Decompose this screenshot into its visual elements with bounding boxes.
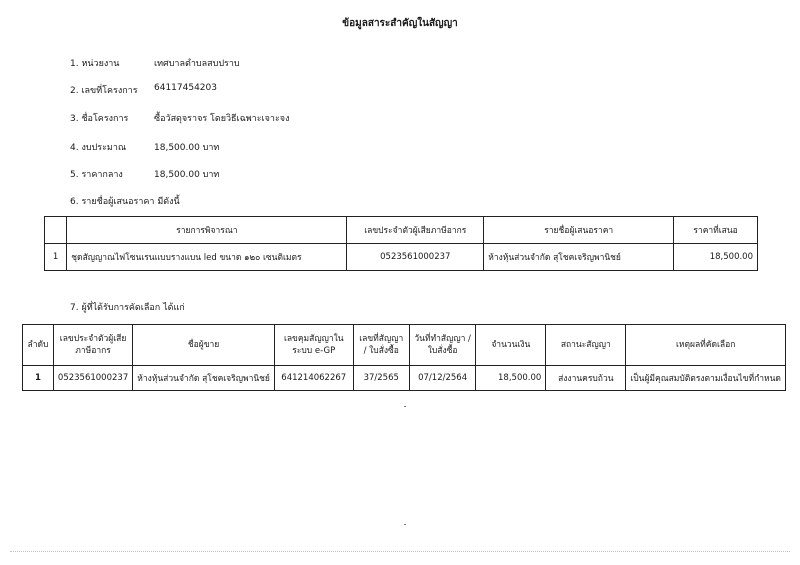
cell-contract-number: 37/2565 bbox=[353, 366, 409, 391]
field-agency-value: เทศบาลตำบลสบปราบ bbox=[154, 59, 240, 69]
scan-speck bbox=[404, 524, 406, 525]
table-row bbox=[45, 244, 758, 271]
cell-amount: 18,500.00 bbox=[476, 366, 546, 391]
table-header-row bbox=[45, 217, 758, 244]
section7-heading: 7. ผู้ที่ได้รับการคัดเลือก ได้แก่ bbox=[70, 303, 185, 313]
field-budget-label: 4. งบประมาณ bbox=[70, 143, 127, 153]
section6-heading: 6. รายชื่อผู้เสนอราคา มีดังนี้ bbox=[70, 197, 180, 207]
cell-no: 1 bbox=[45, 244, 67, 271]
cell-egp-number: 641214062267 bbox=[274, 366, 353, 391]
field-project-id-value: 64117454203 bbox=[154, 83, 217, 93]
cell-tax-id: 0523561000237 bbox=[53, 366, 132, 391]
cell-reason: เป็นผู้มีคุณสมบัติตรงตามเงื่อนไขที่กำหนด bbox=[626, 366, 786, 391]
document-title: ข้อมูลสาระสำคัญในสัญญา bbox=[342, 18, 458, 29]
cell-contract-date: 07/12/2564 bbox=[409, 366, 475, 391]
field-budget-value: 18,500.00 บาท bbox=[154, 143, 220, 153]
cell-no: 1 bbox=[23, 366, 54, 391]
field-median-price-label: 5. ราคากลาง bbox=[70, 170, 123, 180]
table-header-cell: ลำดับ bbox=[23, 325, 54, 366]
table-header-cell: เลขประจำตัวผู้เสียภาษีอากร bbox=[53, 325, 132, 366]
field-project-name-label: 3. ชื่อโครงการ bbox=[70, 114, 129, 124]
bidders-table bbox=[44, 216, 758, 271]
field-median-price-value: 18,500.00 บาท bbox=[154, 170, 220, 180]
scan-speck bbox=[404, 406, 406, 407]
table-header-cell: จำนวนเงิน bbox=[476, 325, 546, 366]
cell-price: 18,500.00 bbox=[674, 244, 758, 271]
table-header-cell: เลขประจำตัวผู้เสียภาษีอากร bbox=[347, 217, 484, 244]
table-header-cell: ชื่อผู้ขาย bbox=[133, 325, 275, 366]
table-header-cell bbox=[45, 217, 67, 244]
table-header-cell: สถานะสัญญา bbox=[546, 325, 626, 366]
field-project-name-value: ซื้อวัสดุจราจร โดยวิธีเฉพาะเจาะจง bbox=[154, 114, 290, 124]
table-header-cell: ราคาที่เสนอ bbox=[674, 217, 758, 244]
table-row bbox=[23, 366, 786, 391]
cell-tax-id: 0523561000237 bbox=[347, 244, 484, 271]
cell-seller: ห้างหุ้นส่วนจำกัด สุโชคเจริญพานิชย์ bbox=[133, 366, 275, 391]
table-header-cell: วันที่ทำสัญญา / ใบสั่งซื้อ bbox=[409, 325, 475, 366]
cell-item: ชุดสัญญาณไฟโซนเรนแบบรางแบน led ขนาด ๑๒๐ เซนติเมตร bbox=[67, 244, 347, 271]
table-header-cell: รายชื่อผู้เสนอราคา bbox=[484, 217, 674, 244]
cell-bidder: ห้างหุ้นส่วนจำกัด สุโชคเจริญพานิชย์ bbox=[484, 244, 674, 271]
selected-vendor-table bbox=[22, 324, 786, 391]
table-header-cell: เหตุผลที่คัดเลือก bbox=[626, 325, 786, 366]
cell-status: ส่งงานครบถ้วน bbox=[546, 366, 626, 391]
field-project-id-label: 2. เลขที่โครงการ bbox=[70, 86, 138, 96]
page-edge-line bbox=[10, 551, 790, 552]
table-header-cell: รายการพิจารณา bbox=[67, 217, 347, 244]
table-header-row bbox=[23, 325, 786, 366]
table-header-cell: เลขที่สัญญา / ใบสั่งซื้อ bbox=[353, 325, 409, 366]
field-agency-label: 1. หน่วยงาน bbox=[70, 59, 120, 69]
table-header-cell: เลขคุมสัญญาในระบบ e-GP bbox=[274, 325, 353, 366]
